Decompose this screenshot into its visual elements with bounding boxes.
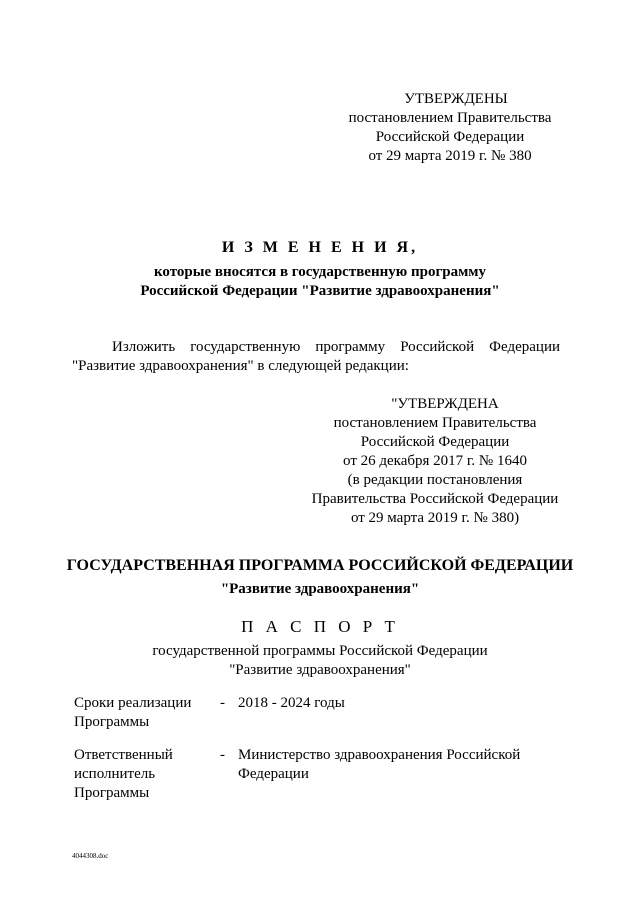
row-value	[238, 694, 568, 713]
changes-title: И З М Е Н Е Н И Я,	[221, 239, 419, 256]
passport-subtitle-line: государственной программы Российской Федерации	[152, 643, 488, 659]
approval-line: Правительства Российской Федерации	[311, 491, 559, 507]
row-label-line: Ответственный	[74, 747, 173, 763]
approval-line: Российской Федерации	[375, 129, 525, 145]
row-label-line: Программы	[74, 785, 150, 801]
approval-line: Российской Федерации	[360, 434, 510, 450]
row-label-line: Программы	[74, 714, 150, 730]
passport-row-timeline	[74, 694, 584, 734]
passport-subtitle	[60, 642, 580, 680]
row-value	[238, 746, 568, 784]
program-subtitle: "Развитие здравоохранения"	[220, 581, 420, 597]
approval-line: постановлением Правительства	[348, 110, 552, 126]
row-value-line: 2018 - 2024 годы	[238, 695, 345, 711]
row-label	[74, 746, 214, 803]
row-label-line: исполнитель	[74, 766, 156, 782]
approval-title: УТВЕРЖДЕНЫ	[404, 91, 508, 107]
row-label	[74, 694, 214, 732]
changes-heading	[60, 238, 580, 301]
approval-line: (в редакции постановления	[347, 472, 523, 488]
approval-line: постановлением Правительства	[333, 415, 537, 431]
passport-row-executor	[74, 746, 584, 806]
approval-line: от 26 декабря 2017 г. № 1640	[343, 453, 527, 469]
row-value-line: Министерство здравоохранения Российской	[238, 747, 521, 763]
passport-title: П А С П О Р Т	[241, 617, 399, 636]
row-label-line: Сроки реализации	[74, 695, 192, 711]
approval-title: "УТВЕРЖДЕНА	[391, 396, 499, 412]
intro-line: "Развитие здравоохранения" в следующей редакции:	[72, 358, 409, 374]
intro-paragraph	[72, 338, 560, 376]
changes-subtitle-line: Российской Федерации "Развитие здравоохранения"	[140, 283, 500, 299]
approval-block-program	[290, 395, 580, 528]
approval-line: от 29 марта 2019 г. № 380	[368, 148, 532, 164]
approval-block-top	[330, 90, 570, 166]
row-dash: -	[220, 747, 225, 763]
program-title: ГОСУДАРСТВЕННАЯ ПРОГРАММА РОССИЙСКОЙ ФЕДЕРАЦИИ	[66, 557, 574, 574]
changes-subtitle-line: которые вносятся в государственную программу	[153, 264, 487, 280]
approval-line: от 29 марта 2019 г. № 380)	[350, 510, 520, 526]
passport-subtitle-line: "Развитие здравоохранения"	[229, 662, 411, 678]
intro-line: Изложить государственную программу Российской Федерации	[112, 339, 560, 355]
row-value-line: Федерации	[238, 766, 309, 782]
row-dash: -	[220, 695, 225, 711]
document-footer-filename: 4044308.doc	[72, 852, 109, 860]
